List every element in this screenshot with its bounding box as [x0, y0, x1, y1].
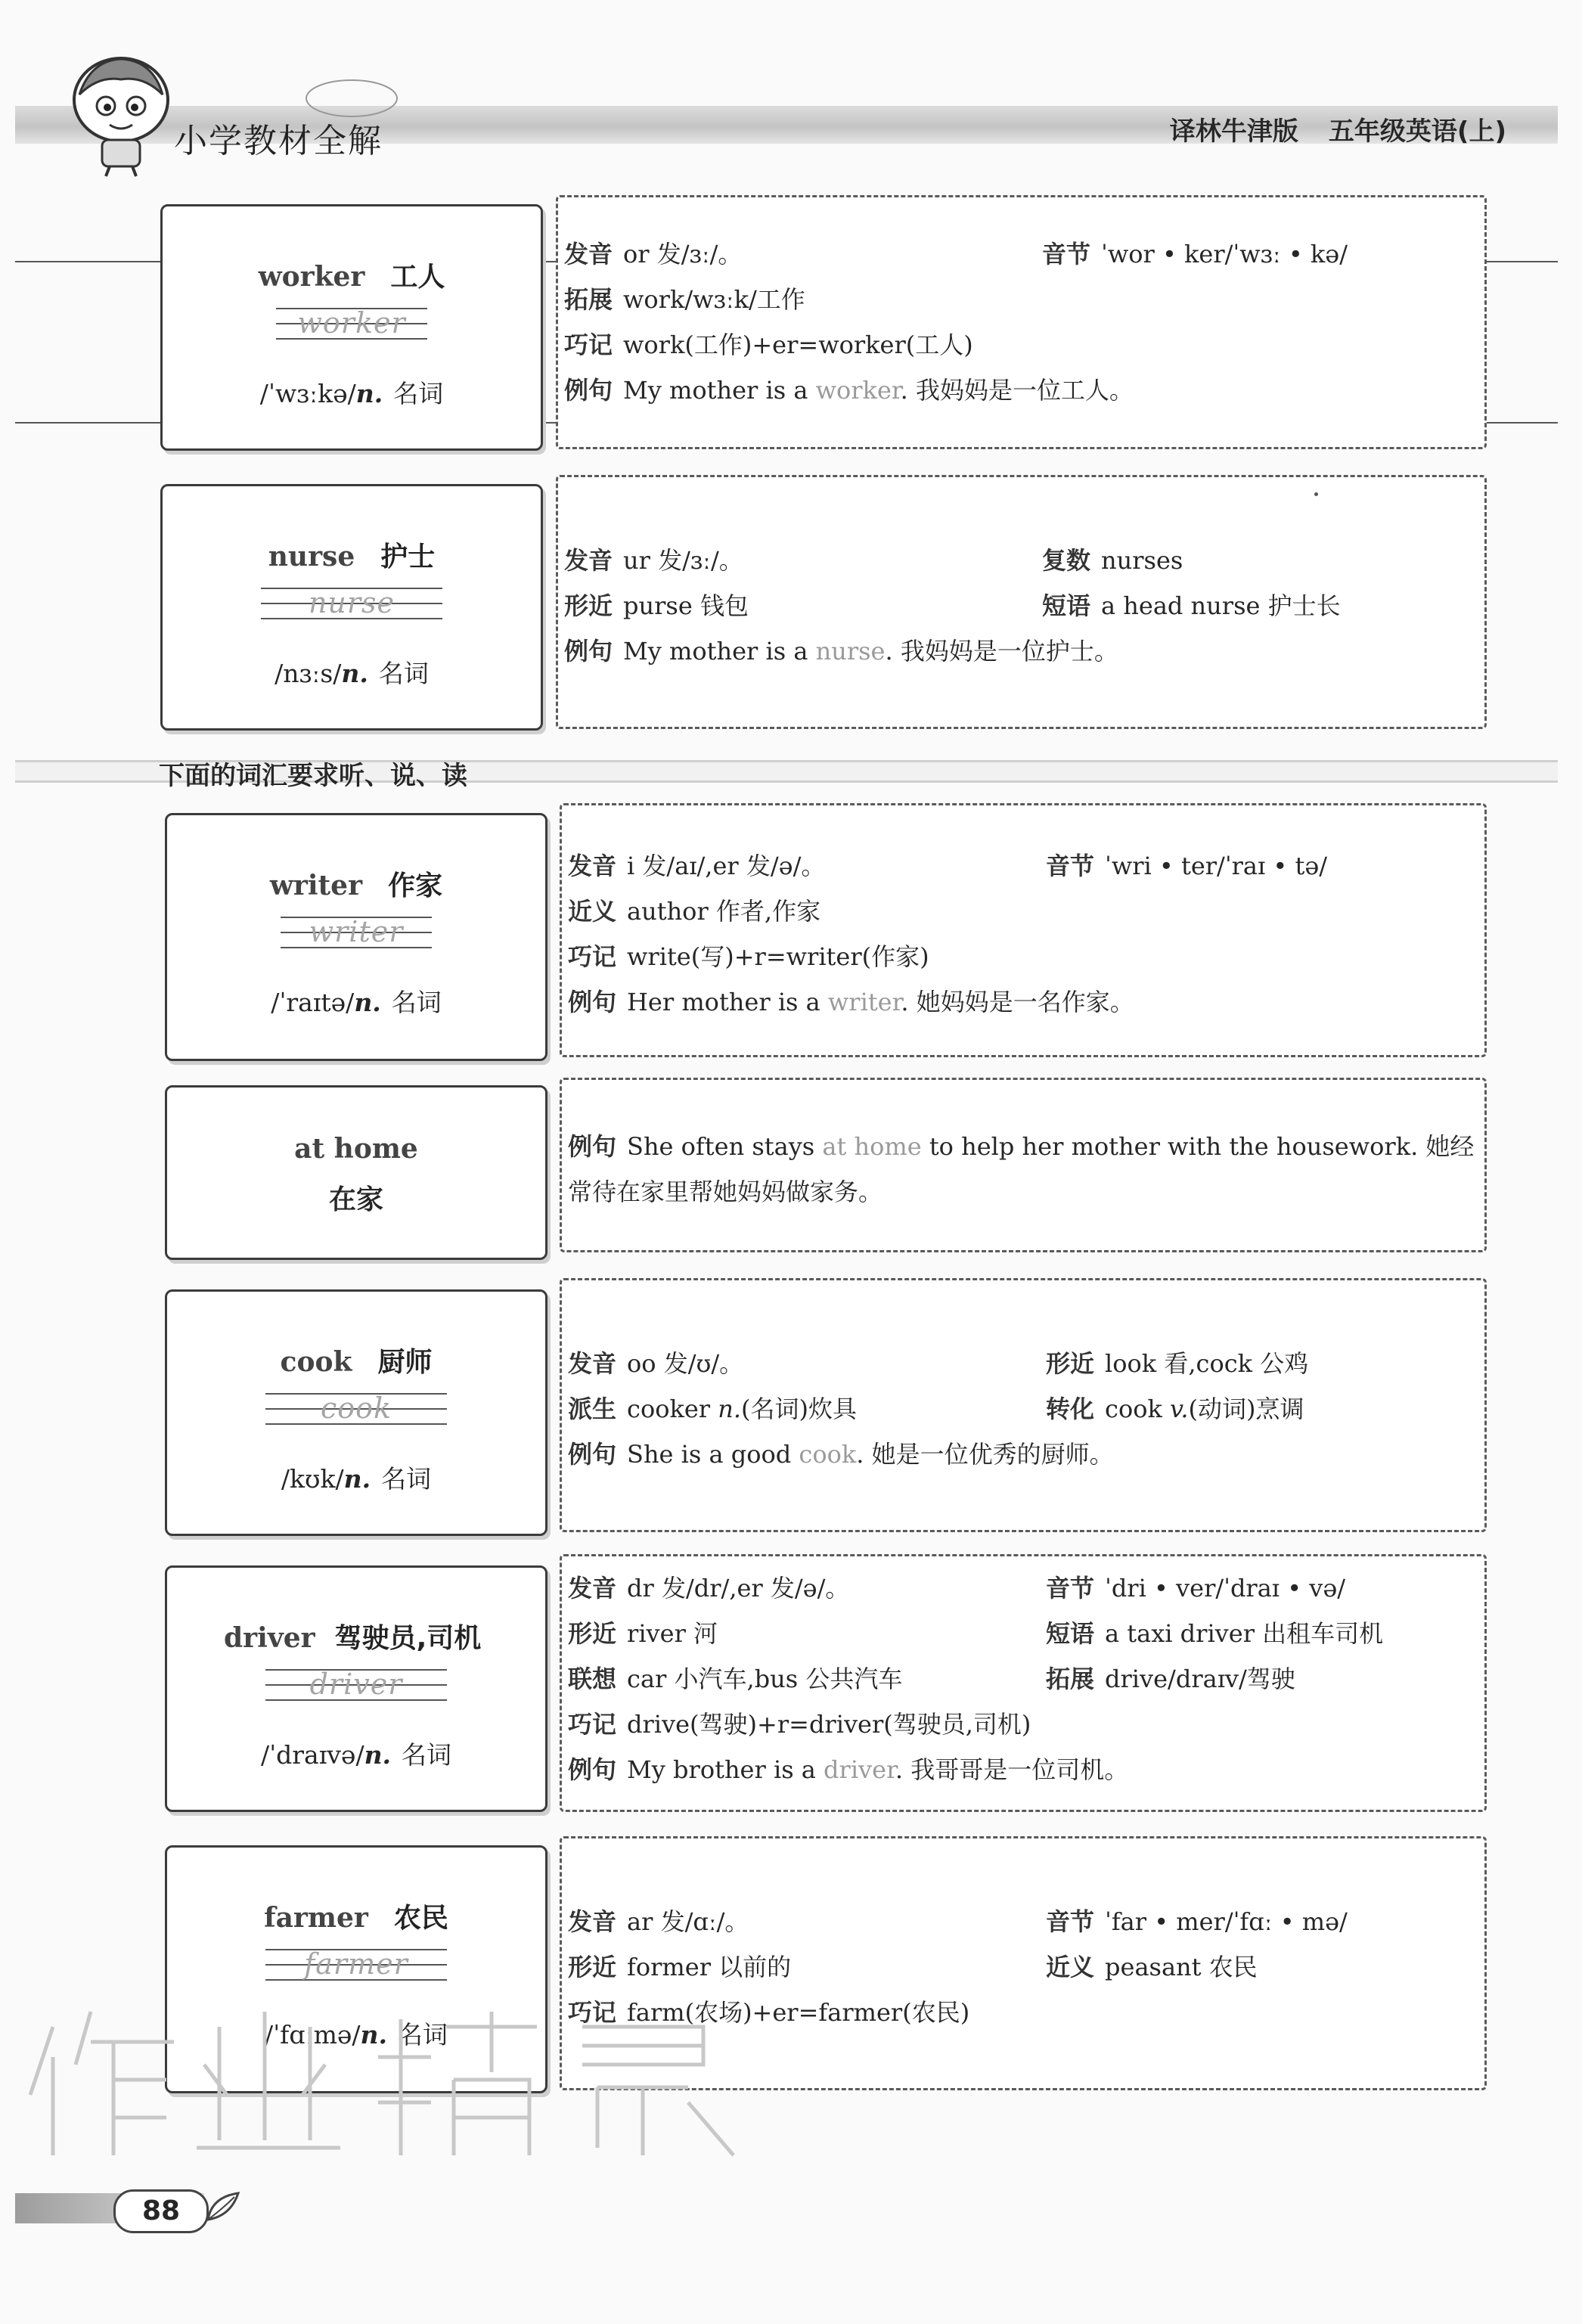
- note-tag: 近义: [568, 897, 617, 926]
- note-tag: 巧记: [564, 330, 613, 359]
- note-tag: 音节: [1046, 1907, 1095, 1936]
- word-notes-driver: [560, 1554, 1487, 1812]
- word: nurse: [268, 541, 355, 572]
- word: farmer: [264, 1902, 368, 1934]
- part-of-speech-cn: 名词: [402, 1740, 452, 1770]
- note-text: ˈwri • ter/ˈraɪ • tə/: [1105, 852, 1328, 880]
- example-text: My brother is a: [627, 1755, 824, 1784]
- handwriting-lines: [276, 305, 427, 350]
- example-highlight: writer: [827, 988, 901, 1016]
- note-tag: 例句: [564, 376, 613, 405]
- note-text: river 河: [627, 1619, 718, 1648]
- example-text: My mother is a: [623, 637, 816, 666]
- note-tag: 近义: [1046, 1953, 1095, 1981]
- phonetic: /kʊk/: [281, 1464, 344, 1494]
- note-text: i 发/aɪ/,er 发/ə/。: [627, 852, 826, 880]
- word-card-cook: [165, 1289, 547, 1536]
- handwriting-lines: [265, 1666, 447, 1711]
- word: writer: [269, 870, 363, 901]
- note-text: dr 发/dr/,er 发/ə/。: [627, 1574, 850, 1603]
- word-card-nurse: [160, 484, 543, 731]
- word-card-driver: [165, 1565, 547, 1812]
- handwriting-lines: [281, 914, 432, 959]
- series-label: 译林牛津版: [1169, 116, 1298, 147]
- leaf-icon: [204, 2189, 242, 2223]
- note-tag: 发音: [564, 546, 613, 575]
- example-text: My mother is a: [623, 376, 816, 405]
- note-tag: 派生: [568, 1395, 617, 1423]
- phonetic: /ˈdraɪvə/: [260, 1740, 364, 1770]
- note-text: (名词)炊具: [741, 1395, 858, 1423]
- note-text: drive(驾驶)+r=driver(驾驶员,司机): [627, 1710, 1031, 1739]
- word-notes-nurse: [556, 475, 1487, 729]
- note-tag: 音节: [1042, 240, 1091, 268]
- phonetic: /ˈraɪtə/: [271, 988, 355, 1017]
- handwriting-sample: worker: [297, 306, 406, 340]
- word: cook: [280, 1346, 352, 1378]
- word: at home: [294, 1133, 418, 1165]
- word-meaning: 农民: [393, 1903, 448, 1934]
- note-text: a head nurse 护士长: [1101, 591, 1341, 620]
- example-highlight: worker: [815, 376, 901, 405]
- example-highlight: driver: [824, 1755, 895, 1784]
- example-translation: . 我妈妈是一位护士。: [885, 637, 1118, 666]
- mascot-logo-icon: [68, 53, 174, 178]
- note-tag: 转化: [1046, 1395, 1095, 1423]
- note-tag: 发音: [568, 1574, 617, 1603]
- word-notes-writer: [560, 803, 1487, 1057]
- note-text: work(工作)+er=worker(工人): [623, 330, 973, 359]
- note-tag: 巧记: [568, 1998, 617, 2027]
- note-text: cooker: [627, 1395, 711, 1423]
- example-text: She is a good: [627, 1440, 799, 1469]
- example-highlight: cook: [799, 1440, 857, 1469]
- note-tag: 音节: [1046, 1574, 1095, 1603]
- handwriting-sample: writer: [309, 915, 404, 948]
- note-text: ˈfar • mer/ˈfɑː • mə/: [1105, 1907, 1348, 1936]
- example-text: Her mother is a: [627, 988, 828, 1016]
- section-label: 下面的词汇要求听、说、读: [159, 761, 467, 791]
- grade-label: 五年级英语(上): [1328, 116, 1506, 147]
- note-text: car 小汽车,bus 公共汽车: [627, 1665, 903, 1693]
- note-tag: 巧记: [568, 1710, 617, 1739]
- note-tag: 形近: [1046, 1349, 1095, 1378]
- word: driver: [224, 1622, 315, 1654]
- part-of-speech: n.: [355, 379, 383, 408]
- example-translation: . 我妈妈是一位工人。: [900, 376, 1134, 405]
- example-translation: to help her mother with the housework. 她经常待在家里帮她妈妈做家务。: [568, 1132, 1475, 1206]
- stamp-icon: [302, 76, 401, 121]
- part-of-speech: n.: [360, 2020, 388, 2049]
- part-of-speech-cn: 名词: [398, 2020, 448, 2049]
- note-tag: 形近: [568, 1619, 617, 1648]
- example-translation: . 我哥哥是一位司机。: [895, 1755, 1129, 1784]
- note-tag: 发音: [568, 1349, 617, 1378]
- handwriting-sample: farmer: [304, 1947, 408, 1981]
- part-of-speech: v.: [1170, 1395, 1189, 1423]
- phonetic: /nɜːs/: [275, 659, 342, 688]
- note-text: former 以前的: [627, 1953, 792, 1981]
- note-text: ar 发/ɑː/。: [627, 1907, 749, 1936]
- word-notes-cook: [560, 1278, 1487, 1532]
- note-text: cook: [1105, 1395, 1162, 1423]
- note-tag: 例句: [568, 1132, 617, 1161]
- note-text: or 发/ɜː/。: [623, 240, 743, 268]
- word-meaning: 驾驶员,司机: [334, 1623, 482, 1654]
- word-notes-worker: [556, 195, 1487, 449]
- word-card-writer: [165, 813, 547, 1061]
- note-tag: 短语: [1046, 1619, 1095, 1648]
- part-of-speech-cn: 名词: [381, 1464, 432, 1494]
- word-meaning: 厨师: [377, 1347, 433, 1378]
- book-title: 小学教材全解: [174, 122, 383, 160]
- word-notes-at-home: [560, 1078, 1487, 1252]
- note-tag: 例句: [568, 988, 617, 1016]
- watermark-icon: [23, 1997, 749, 2163]
- word-meaning: 在家: [328, 1184, 383, 1215]
- word-card-at-home: [165, 1085, 547, 1260]
- word-card-worker: [160, 204, 543, 451]
- example-highlight: nurse: [815, 637, 886, 666]
- note-text: ˈdri • ver/ˈdraɪ • və/: [1105, 1574, 1346, 1603]
- note-text: look 看,cock 公鸡: [1105, 1349, 1309, 1378]
- note-tag: 发音: [568, 1907, 617, 1936]
- note-text: purse 钱包: [623, 591, 749, 620]
- note-tag: 例句: [568, 1440, 617, 1469]
- note-tag: 拓展: [564, 285, 613, 314]
- part-of-speech-cn: 名词: [378, 659, 429, 688]
- example-translation: . 她妈妈是一名作家。: [901, 988, 1134, 1016]
- handwriting-sample: nurse: [308, 586, 395, 619]
- word-meaning: 工人: [390, 262, 445, 293]
- header-edition: [1140, 110, 1506, 147]
- part-of-speech: n.: [341, 659, 368, 688]
- handwriting-sample: driver: [309, 1668, 403, 1701]
- handwriting-lines: [261, 585, 442, 630]
- phonetic: /ˈwɜːkə/: [259, 379, 356, 408]
- note-text: nurses: [1101, 546, 1183, 575]
- part-of-speech-cn: 名词: [393, 379, 444, 408]
- handwriting-sample: cook: [320, 1392, 392, 1425]
- note-tag: 形近: [568, 1953, 617, 1981]
- note-text: farm(农场)+er=farmer(农民): [627, 1998, 970, 2027]
- note-tag: 拓展: [1046, 1665, 1095, 1693]
- example-translation: . 她是一位优秀的厨师。: [856, 1440, 1114, 1469]
- note-text: work/wɜːk/工作: [623, 285, 805, 314]
- note-tag: 巧记: [568, 942, 617, 971]
- example-text: She often stays: [627, 1132, 823, 1161]
- note-text: ur 发/ɜː/。: [623, 546, 743, 575]
- word: worker: [258, 261, 365, 293]
- handwriting-lines: [265, 1390, 447, 1435]
- page-number: 88: [113, 2189, 209, 2233]
- part-of-speech: n.: [343, 1464, 371, 1494]
- note-tag: 例句: [564, 637, 613, 666]
- handwriting-lines: [265, 1946, 447, 1991]
- note-tag: 例句: [568, 1755, 617, 1784]
- note-text: (动词)烹调: [1188, 1395, 1304, 1423]
- note-text: peasant 农民: [1105, 1953, 1258, 1981]
- note-text: a taxi driver 出租车司机: [1105, 1619, 1384, 1648]
- example-highlight: at home: [822, 1132, 922, 1161]
- part-of-speech: n.: [364, 1740, 392, 1770]
- word-meaning: 护士: [380, 541, 436, 572]
- note-tag: 联想: [568, 1665, 617, 1693]
- word-meaning: 作家: [388, 870, 443, 901]
- note-tag: 发音: [568, 852, 617, 880]
- part-of-speech: n.: [354, 988, 381, 1017]
- note-text: author 作者,作家: [627, 897, 821, 926]
- part-of-speech: n.: [718, 1395, 742, 1423]
- note-text: write(写)+r=writer(作家): [627, 942, 929, 971]
- note-text: ˈwor • ker/ˈwɜː • kə/: [1101, 240, 1348, 268]
- part-of-speech-cn: 名词: [391, 988, 442, 1017]
- phonetic: /ˈfɑːmə/: [264, 2020, 361, 2049]
- note-tag: 复数: [1042, 546, 1091, 575]
- note-tag: 形近: [564, 591, 613, 620]
- note-tag: 发音: [564, 240, 613, 268]
- note-tag: 短语: [1042, 591, 1091, 620]
- note-text: drive/draɪv/驾驶: [1105, 1665, 1295, 1693]
- note-tag: 音节: [1046, 852, 1095, 880]
- note-text: oo 发/ʊ/。: [627, 1349, 744, 1378]
